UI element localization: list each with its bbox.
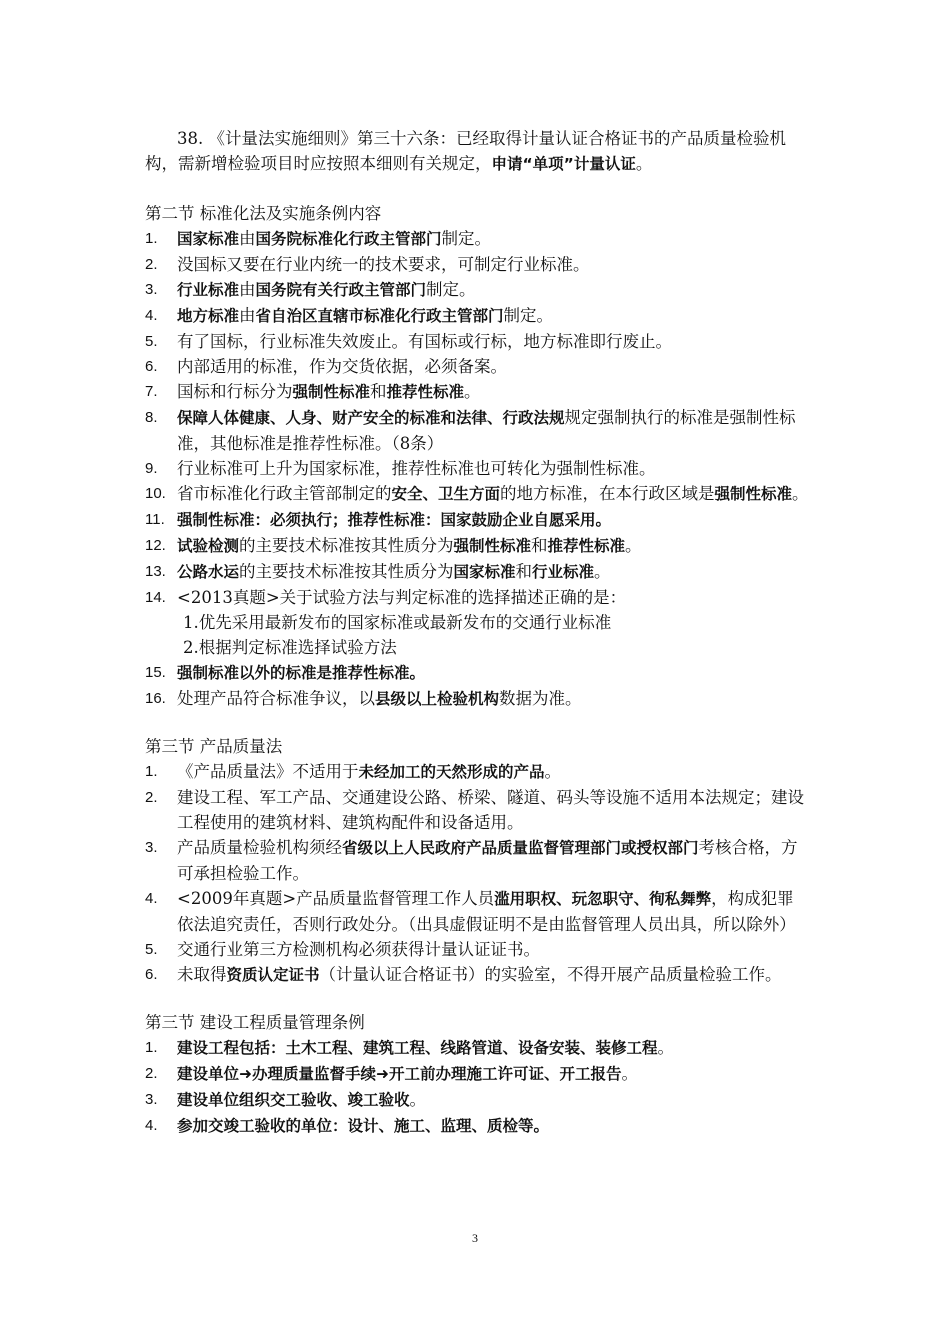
list-number: 5.: [145, 333, 158, 350]
text-run: 。: [409, 1090, 427, 1109]
text-run: 没国标又要在行业内统一的技术要求，可制定行业标准。: [177, 255, 590, 274]
text-run: 规定强制执行的标准是强制性标准，其他标准是推荐性标准。（8条）: [177, 408, 796, 453]
section-title: 第三节 产品质量法: [145, 737, 283, 756]
list-item: [145, 937, 810, 962]
page-number: 3: [472, 1231, 478, 1245]
intro-paragraph: [145, 126, 810, 177]
list-number: 4.: [145, 307, 158, 324]
numbered-list: [145, 1035, 810, 1139]
list-item: [145, 1035, 810, 1061]
bold-text: 参加交竣工验收的单位：设计、施工、监理、质检等。: [177, 1117, 550, 1135]
list-number: 3.: [145, 839, 158, 856]
list-number: 8.: [145, 409, 158, 426]
text-run: 由: [239, 280, 256, 299]
list-item: [145, 1061, 810, 1087]
bold-text: 未经加工的天然形成的产品: [358, 763, 545, 781]
list-item: [145, 379, 810, 405]
bold-text: 行业标准: [532, 563, 595, 581]
bold-text: 行业标准: [177, 281, 240, 299]
list-number: 4.: [145, 890, 158, 907]
bold-text: 建设单位➜办理质量监督手续➜开工前办理施工许可证、开工报告: [177, 1065, 622, 1083]
list-item: [145, 686, 810, 712]
text-run: <2009年真题>产品质量监督管理工作人员: [177, 889, 495, 908]
list-item: [145, 1087, 810, 1113]
text-run: 由: [239, 306, 256, 325]
list-number: 9.: [145, 460, 158, 477]
list-number: 15.: [145, 664, 166, 681]
list-item: [145, 277, 810, 303]
list-number: 6.: [145, 358, 158, 375]
numbered-list: [145, 226, 810, 712]
text-run: 制定。: [441, 229, 492, 248]
list-number: 2.: [145, 1065, 158, 1082]
list-item: [145, 559, 810, 585]
sections-container: [145, 201, 810, 1139]
list-item: [145, 329, 810, 354]
text-run: 处理产品符合标准争议，以: [177, 689, 375, 708]
text-run: 有了国标，行业标准失效废止。有国标或行标，地方标准即行废止。: [177, 332, 672, 351]
text-run: 。: [635, 154, 653, 173]
list-number: 7.: [145, 383, 158, 400]
list-number: 16.: [145, 690, 166, 707]
text-run: 。: [464, 382, 481, 401]
list-number: 10.: [145, 485, 166, 502]
text-run: 省市标准化行政主管部制定的: [177, 484, 392, 503]
text-run: 的地方标准，在本行政区域是: [500, 484, 715, 503]
text-run: 制定。: [426, 280, 476, 299]
sub-item: 1.优先采用最新发布的国家标准或最新发布的交通行业标准: [183, 613, 612, 632]
list-item: [145, 481, 810, 507]
list-number: 5.: [145, 941, 158, 958]
text-run: 38. 《计量法实施细则》第三十六条：已经取得计量认证合格证书的产品质量检验机构，需新增检验项目时应按照本细则有关规定，: [145, 129, 786, 173]
text-run: 由: [239, 229, 256, 248]
bold-text: 强制性标准: [453, 537, 532, 555]
list-number: 1.: [145, 1039, 158, 1056]
text-run: 和: [515, 562, 533, 581]
bold-text: 建设单位组织交工验收、竣工验收: [177, 1091, 410, 1109]
bold-text: 试验检测: [177, 537, 240, 555]
text-run: 。: [657, 1038, 675, 1057]
bold-text: 保障人体健康、人身、财产安全的标准和法律、行政法规: [177, 409, 565, 427]
list-item: [145, 533, 810, 559]
text-run: 考核合格，方可承担检验工作。: [177, 838, 798, 883]
list-number: 14.: [145, 589, 166, 606]
bold-text: 资质认定证书: [226, 966, 320, 984]
list-item: [145, 660, 810, 686]
text-run: 数据为准。: [499, 689, 582, 708]
bold-text: 强制性标准：必须执行；推荐性标准：国家鼓励企业自愿采用。: [177, 511, 612, 529]
text-run: 国标和行标分为: [177, 382, 293, 401]
text-run: 。: [625, 536, 642, 555]
list-number: 3.: [145, 1091, 158, 1108]
list-number: 11.: [145, 511, 165, 528]
list-number: 6.: [145, 966, 158, 983]
section-gap: [145, 712, 810, 734]
bold-text: 国家标准: [177, 230, 240, 248]
section-title: 第三节 建设工程质量管理条例: [145, 1013, 365, 1032]
text-run: 未取得: [177, 965, 227, 984]
text-run: 的主要技术标准按其性质分为: [239, 562, 454, 581]
list-item: [145, 507, 810, 533]
list-number: 13.: [145, 563, 166, 580]
bold-text: 滥用职权、玩忽职守、徇私舞弊: [494, 890, 712, 908]
list-item: [145, 962, 810, 988]
bold-text: 申请“单项”计量认证: [491, 155, 636, 173]
text-run: <2013真题>关于试验方法与判定标准的选择描述正确的是：: [177, 588, 627, 607]
list-number: 2.: [145, 256, 158, 273]
bold-text: 国家标准: [453, 563, 516, 581]
text-run: 产品质量检验机构须经: [177, 838, 342, 857]
bold-text: 国务院标准化行政主管部门: [255, 230, 442, 248]
text-run: 。: [621, 1064, 638, 1083]
list-item: [145, 252, 810, 277]
list-number: 4.: [145, 1117, 158, 1134]
list-number: 1.: [145, 763, 158, 780]
text-run: 的主要技术标准按其性质分为: [239, 536, 454, 555]
text-run: 内部适用的标准，作为交货依据，必须备案。: [177, 357, 507, 376]
bold-text: 推荐性标准: [386, 383, 465, 401]
bold-text: 省级以上人民政府产品质量监督管理部门或授权部门: [342, 839, 699, 857]
text-run: 行业标准可上升为国家标准，推荐性标准也可转化为强制性标准。: [177, 459, 656, 478]
text-run: 《产品质量法》不适用于: [177, 762, 359, 781]
bold-text: 强制标准以外的标准是推荐性标准。: [177, 664, 426, 682]
bold-text: 建设工程包括：土木工程、建筑工程、线路管道、设备安装、装修工程: [177, 1039, 658, 1057]
list-number: 1.: [145, 230, 158, 247]
list-number: 2.: [145, 789, 158, 806]
bold-text: 地方标准: [177, 307, 240, 325]
list-item: [145, 785, 810, 835]
section-gap: [145, 988, 810, 1010]
list-item: [145, 303, 810, 329]
text-run: 。: [792, 484, 809, 503]
list-item: [145, 835, 810, 886]
list-item: [145, 405, 810, 456]
bold-text: 推荐性标准: [547, 537, 626, 555]
document-page: [145, 126, 810, 1139]
bold-text: 县级以上检验机构: [375, 690, 500, 708]
text-run: 和: [531, 536, 548, 555]
bold-text: 省自治区直辖市标准化行政主管部门: [255, 307, 504, 325]
bold-text: 强制性标准: [292, 383, 371, 401]
bold-text: 国务院有关行政主管部门: [255, 281, 427, 299]
bold-text: 公路水运: [177, 563, 240, 581]
list-item: [145, 226, 810, 252]
list-item: [145, 354, 810, 379]
bold-text: 安全、卫生方面: [391, 485, 501, 503]
text-run: 。: [544, 762, 562, 781]
text-run: 。: [594, 562, 611, 581]
bold-text: 强制性标准: [714, 485, 793, 503]
list-item: [145, 456, 810, 481]
sub-item: 2.根据判定标准选择试验方法: [183, 638, 397, 657]
text-run: 制定。: [503, 306, 554, 325]
list-number: 3.: [145, 281, 158, 298]
text-run: 和: [370, 382, 387, 401]
list-item: [145, 886, 810, 937]
list-item: [145, 1113, 810, 1139]
list-number: 12.: [145, 537, 166, 554]
text-run: 建设工程、军工产品、交通建设公路、桥梁、隧道、码头等设施不适用本法规定；建设工程使用的建筑材料、建筑构配件和设备适用。: [177, 788, 804, 832]
list-item: [145, 759, 810, 785]
text-run: （计量认证合格证书）的实验室，不得开展产品质量检验工作。: [319, 965, 782, 984]
text-run: ，构成犯罪依法追究责任，否则行政处分。（出具虚假证明不是由监督管理人员出具，所以除外）: [177, 889, 796, 934]
text-run: 交通行业第三方检测机构必须获得计量认证证书。: [177, 940, 540, 959]
numbered-list: [145, 759, 810, 988]
list-item: [145, 585, 810, 610]
section-title: 第二节 标准化法及实施条例内容: [145, 204, 382, 223]
